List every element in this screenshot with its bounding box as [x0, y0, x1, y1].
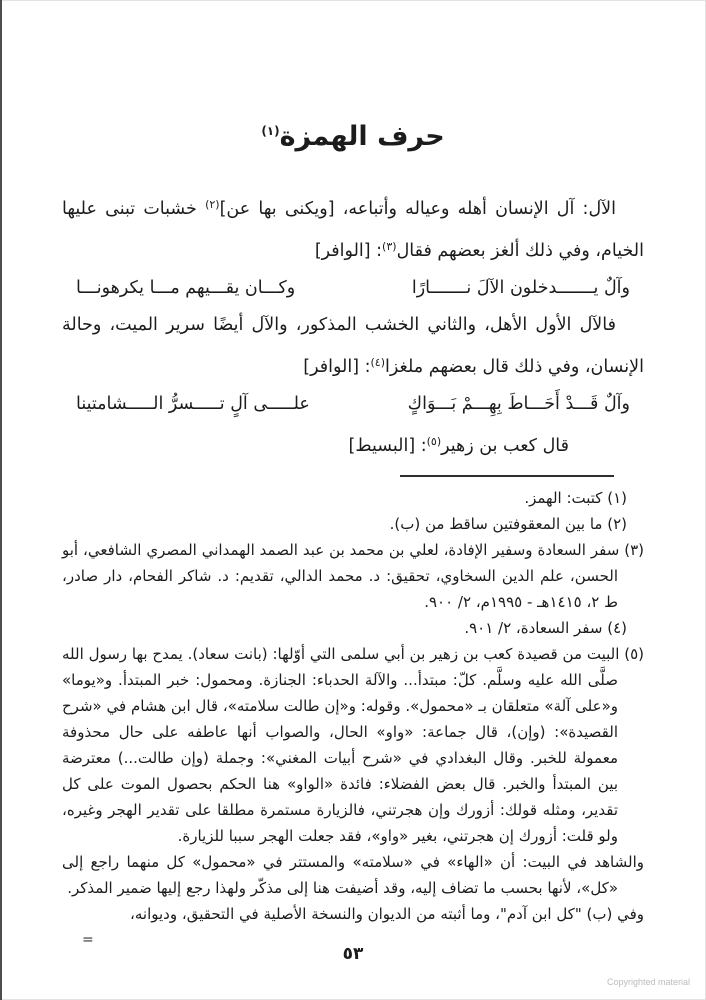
verse-line-1 [62, 270, 644, 307]
paragraph-1-text: : [الوافر] [314, 241, 383, 261]
poet-attribution-text: : [البسيط] [348, 436, 427, 456]
footnote-3-text: سفر السعادة وسفير الإفادة، لعلي بن محمد بن عبد الصمد الهمداني المصري الشافعي، أبو الحسن، علم الدين السخاوي، تحقيق: د. محمد الدالي، تقديم: د. شاكر الفحام، دار صادر، ط ٢، ١٤١٥هـ - ١٩٩٥م، ٢/ ٩٠٠. [62, 541, 620, 611]
footnote-4-text: سفر السعادة، ٢/ ٩٠١. [464, 619, 603, 637]
footnote-1 [62, 485, 644, 511]
footnote-5-text-p3: وفي (ب) "كل ابن آدم"، وما أثبته من الديوان والنسخة الأصلية في التحقيق، وديوانه، [130, 905, 644, 923]
footnote-separator-rule [400, 475, 614, 477]
footnote-3-marker: (٣) [624, 541, 644, 559]
footnote-ref-5: (٥) [426, 435, 442, 448]
footnote-2-marker: (٢) [607, 515, 627, 533]
page-title [0, 0, 706, 158]
title-footnote-ref: (١) [261, 124, 280, 138]
footnote-4-marker: (٤) [607, 619, 627, 637]
footnote-ref-2: (٢) [205, 198, 220, 211]
paragraph-2-text: فالآل الأول الأهل، والثاني الخشب المذكور، والآل أيضًا سرير الميت، وحالة الإنسان، وفي ذلك قال بعضهم ملغزا [62, 315, 644, 377]
footnote-ref-4: (٤) [370, 356, 385, 369]
paragraph-1-text: خشبات تبنى عليها الخيام، وفي ذلك ألغز بعضهم فقال [62, 199, 644, 261]
verse-1-hemistich-right: وآلٌ يـــــــدخلون الآلَ نـــــــارًا [411, 278, 630, 298]
poet-attribution [62, 423, 644, 465]
footnote-5-text-p2: والشاهد في البيت: أن «الهاء» في «سلامته» والمستتر في «محمول» كل منهما راجع إلى «كل»، لأنها بحسب ما تضاف إليه، وقد أضيفت هنا إلى مذكّر ولهذا رجع إليها ضمير المذكر. [62, 853, 644, 897]
footnote-1-text: كتبت: الهمز. [524, 489, 603, 507]
paragraph-2-text: : [الوافر] [303, 357, 371, 377]
verse-2-hemistich-left: علـــــى آلٍ تـــــسرُّ الـــــشامتينا [76, 394, 310, 414]
footnote-2-text: ما بين المعقوفتين ساقط من (ب). [389, 515, 603, 533]
footnote-5-paragraph-2 [62, 849, 644, 901]
paragraph-1-text: الآل: آل الإنسان أهله وعياله وأتباعه، [ويكنى بها عن] [219, 199, 617, 219]
footnote-5-marker: (٥) [624, 645, 644, 663]
footnote-separator-area [62, 475, 644, 477]
footnote-5-text-p1: البيت من قصيدة كعب بن زهير بن أبي سلمى التي أوّلها: (بانت سعاد). يمدح بها رسول الله صلَّى الله عليه وسلَّم. كلّ: مبتدأ... والآلة الحدباء: الجنازة. ومحمول: خبر المبتدأ. و«يوما» و«على آلة» متعلقان بـ «محمول». وقوله: و«إن طالت سلامته»، قال ابن هشام في «شرح القصيدة»: (وإن)، قال جماعة: «واو» الحال، والصواب أنها عاطفه على حال محذوفة معمولة للخبر. وقال البغدادي في «شرح أبيات المغني»: وجملة (وإن طالت...) معترضة بين المبتدأ والخبر. قال بعض الفضلاء: فائدة «الواو» هنا الحكم بحصول الموت على كل تقدير، ومثله قولك: أزورك وإن هجرتني، فالزيارة مستمرة مطلقا على تقدير الهجر وغيره، ولو قلت: أزورك إن هجرتني، بغير «واو»، فقد جعلت الهجر سببا للزيارة. [62, 645, 620, 845]
footnote-ref-3: (٣) [382, 240, 397, 253]
footnote-3 [62, 537, 644, 615]
main-text [62, 186, 644, 465]
footnotes-section [62, 485, 644, 953]
footnote-1-marker: (١) [607, 489, 627, 507]
poet-attribution-text: قال كعب بن زهير [441, 436, 569, 456]
footnote-continuation-mark: = [82, 932, 94, 948]
copyright-watermark: Copyrighted material [606, 977, 690, 987]
paragraph-1 [62, 186, 644, 270]
verse-line-2 [62, 386, 644, 423]
verse-1-hemistich-left: وكـــان يقـــيهم مـــا يكرهونـــا [76, 278, 296, 298]
footnote-4 [62, 615, 644, 641]
chapter-title-text: حرف الهمزة [279, 121, 445, 152]
page-number: ٥٣ [342, 944, 364, 964]
footnote-2 [62, 511, 644, 537]
verse-2-hemistich-right: وآلٌ قَـــدْ أَحَـــاطَ بِهِـــمْ بَـــوَاكٍ [407, 394, 630, 414]
paragraph-2 [62, 307, 644, 386]
footnote-5-paragraph-3 [62, 901, 644, 927]
footnote-5 [62, 641, 644, 849]
